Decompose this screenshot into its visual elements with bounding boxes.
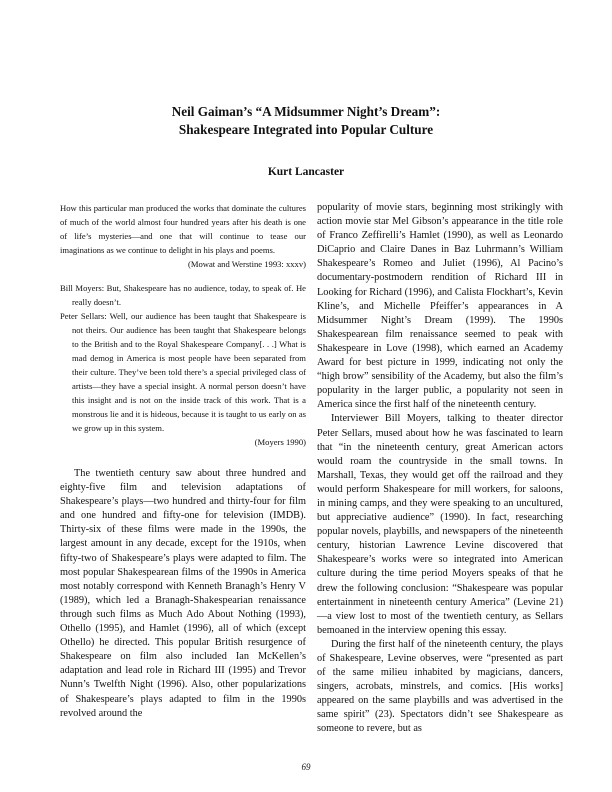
title-line-2: Shakespeare Integrated into Popular Culture (178, 122, 434, 137)
body-paragraph-2: Interviewer Bill Moyers, talking to theater director Peter Sellars, mused about how he was fascinated to learn that “in the nineteenth century, great American actors would roam the countryside in the small towns. In Marshall, Texas, they would get off the railroad and they would perform Shakespeare for mill workers, for saloons, in mining camps, and they were speaking to an uncultured, but appreciative audience” (1990). In fact, researching popular novels, playbills, and newspapers of the nineteenth century, historian Lawrence Levine discovered that Shakespeare’s works were so integrated into American culture during the time period Moyers speaks of that he drew the following conclusion: “Shakespeare was popular entertainment in nineteenth century America” (Levine 21)—a view lost to most of the twentieth century, as Sellars bemoaned in the interview opening this essay. (317, 413, 563, 636)
author-name: Kurt Lancaster (267, 166, 345, 178)
title-line-1: Neil Gaiman’s “A Midsummer Night’s Dream”: (171, 104, 441, 119)
dialogue-sellars: Peter Sellars: Well, our audience has been taught that Shakespeare is not theirs. Our audience has been taught that Shakespeare belongs to the British and to the Royal Shakespeare Company[. . .] What is mad demog in America is most people have been separated from their culture. They’ve been told there’s a special privileged class of artists—they have a special insight. A normal person doesn’t have this insight and is not on the inside track of this work. That is a monstrous lie and it is hideous, because it is taught to us early on as we grow up in this system. (60, 311, 306, 433)
body-paragraph-1-continued: popularity of movie stars, beginning most strikingly with action movie star Mel Gibson’s appearance in the title role of Franco Zeffirelli’s Hamlet (1990), as well as Leonardo DiCaprio and Claire Danes in Baz Luhrmann’s William Shakespeare’s Romeo and Juliet (1996), Al Pacino’s documentary-postmodern rendition of Richard III in Looking for Richard (1996), and Calista Flockhart’s, Kevin Kline’s, and Michelle Pfeiffer’s appearances in A Midsummer Night’s Dream (1999). The 1990s Shakespearean film renaissance seemed to peak with Shakespeare in Love (1998), which earned an Academy Award for best picture in 1999, indicating not only the “high brow” sensibility of the Academy, but also the film’s popularity in the larger public, a popularity not seen in America since the first half of the nineteenth century. (317, 202, 563, 411)
right-column (317, 201, 563, 737)
left-column (60, 201, 306, 721)
epigraph-quote: How this particular man produced the works that dominate the cultures of much of the world almost four hundred years after his death is one of life’s mysteries—and one that will continue to tease our imaginations as we continue to delight in his plays and poems. (60, 203, 306, 255)
page-number: 69 (301, 762, 311, 772)
dialogue-moyers: Bill Moyers: But, Shakespeare has no audience, today, to speak of. He really doesn’t. (60, 283, 306, 307)
dialogue-citation: (Moyers 1990) (254, 437, 306, 447)
article-title (60, 103, 552, 139)
body-paragraph-1: The twentieth century saw about three hundred and eighty-five film and television adaptations of Shakespeare’s plays—two hundred and thirty-four for film and one hundred and fifty-one for television (IMDB). Thirty-six of these films were made in the 1990s, the largest amount in any decade, except for the 1910s, when fifty-two of Shakespeare’s plays were adapted to film. The most popular Shakespearean films of the 1990s in America most notably correspond with Kenneth Branagh’s Henry V (1989), which led a Branagh-Shakespearian renaissance through such films as Much Ado About Nothing (1993), Othello (1995), and Hamlet (1996), all of which (except Othello) he directed. This popular British resurgence of Shakespeare on film also included Ian McKellen’s adaptation and lead role in Richard III (1995) and Trevor Nunn’s Twelfth Night (1996). Also, other popularizations of Shakespeare’s plays adapted to film in the 1990s revolved around the (60, 468, 306, 719)
epigraph-citation: (Mowat and Werstine 1993: xxxv) (187, 259, 306, 269)
body-paragraph-3: During the first half of the nineteenth century, the plays of Shakespeare, Levine observes, were “presented as part of the same milieu inhabited by magicians, dancers, singers, acrobats, minstrels, and comics. [His works] appeared on the same playbills and was advertised in the same spirit” (23). Spectators didn’t see Shakespeare as someone to revere, but as (317, 638, 563, 735)
